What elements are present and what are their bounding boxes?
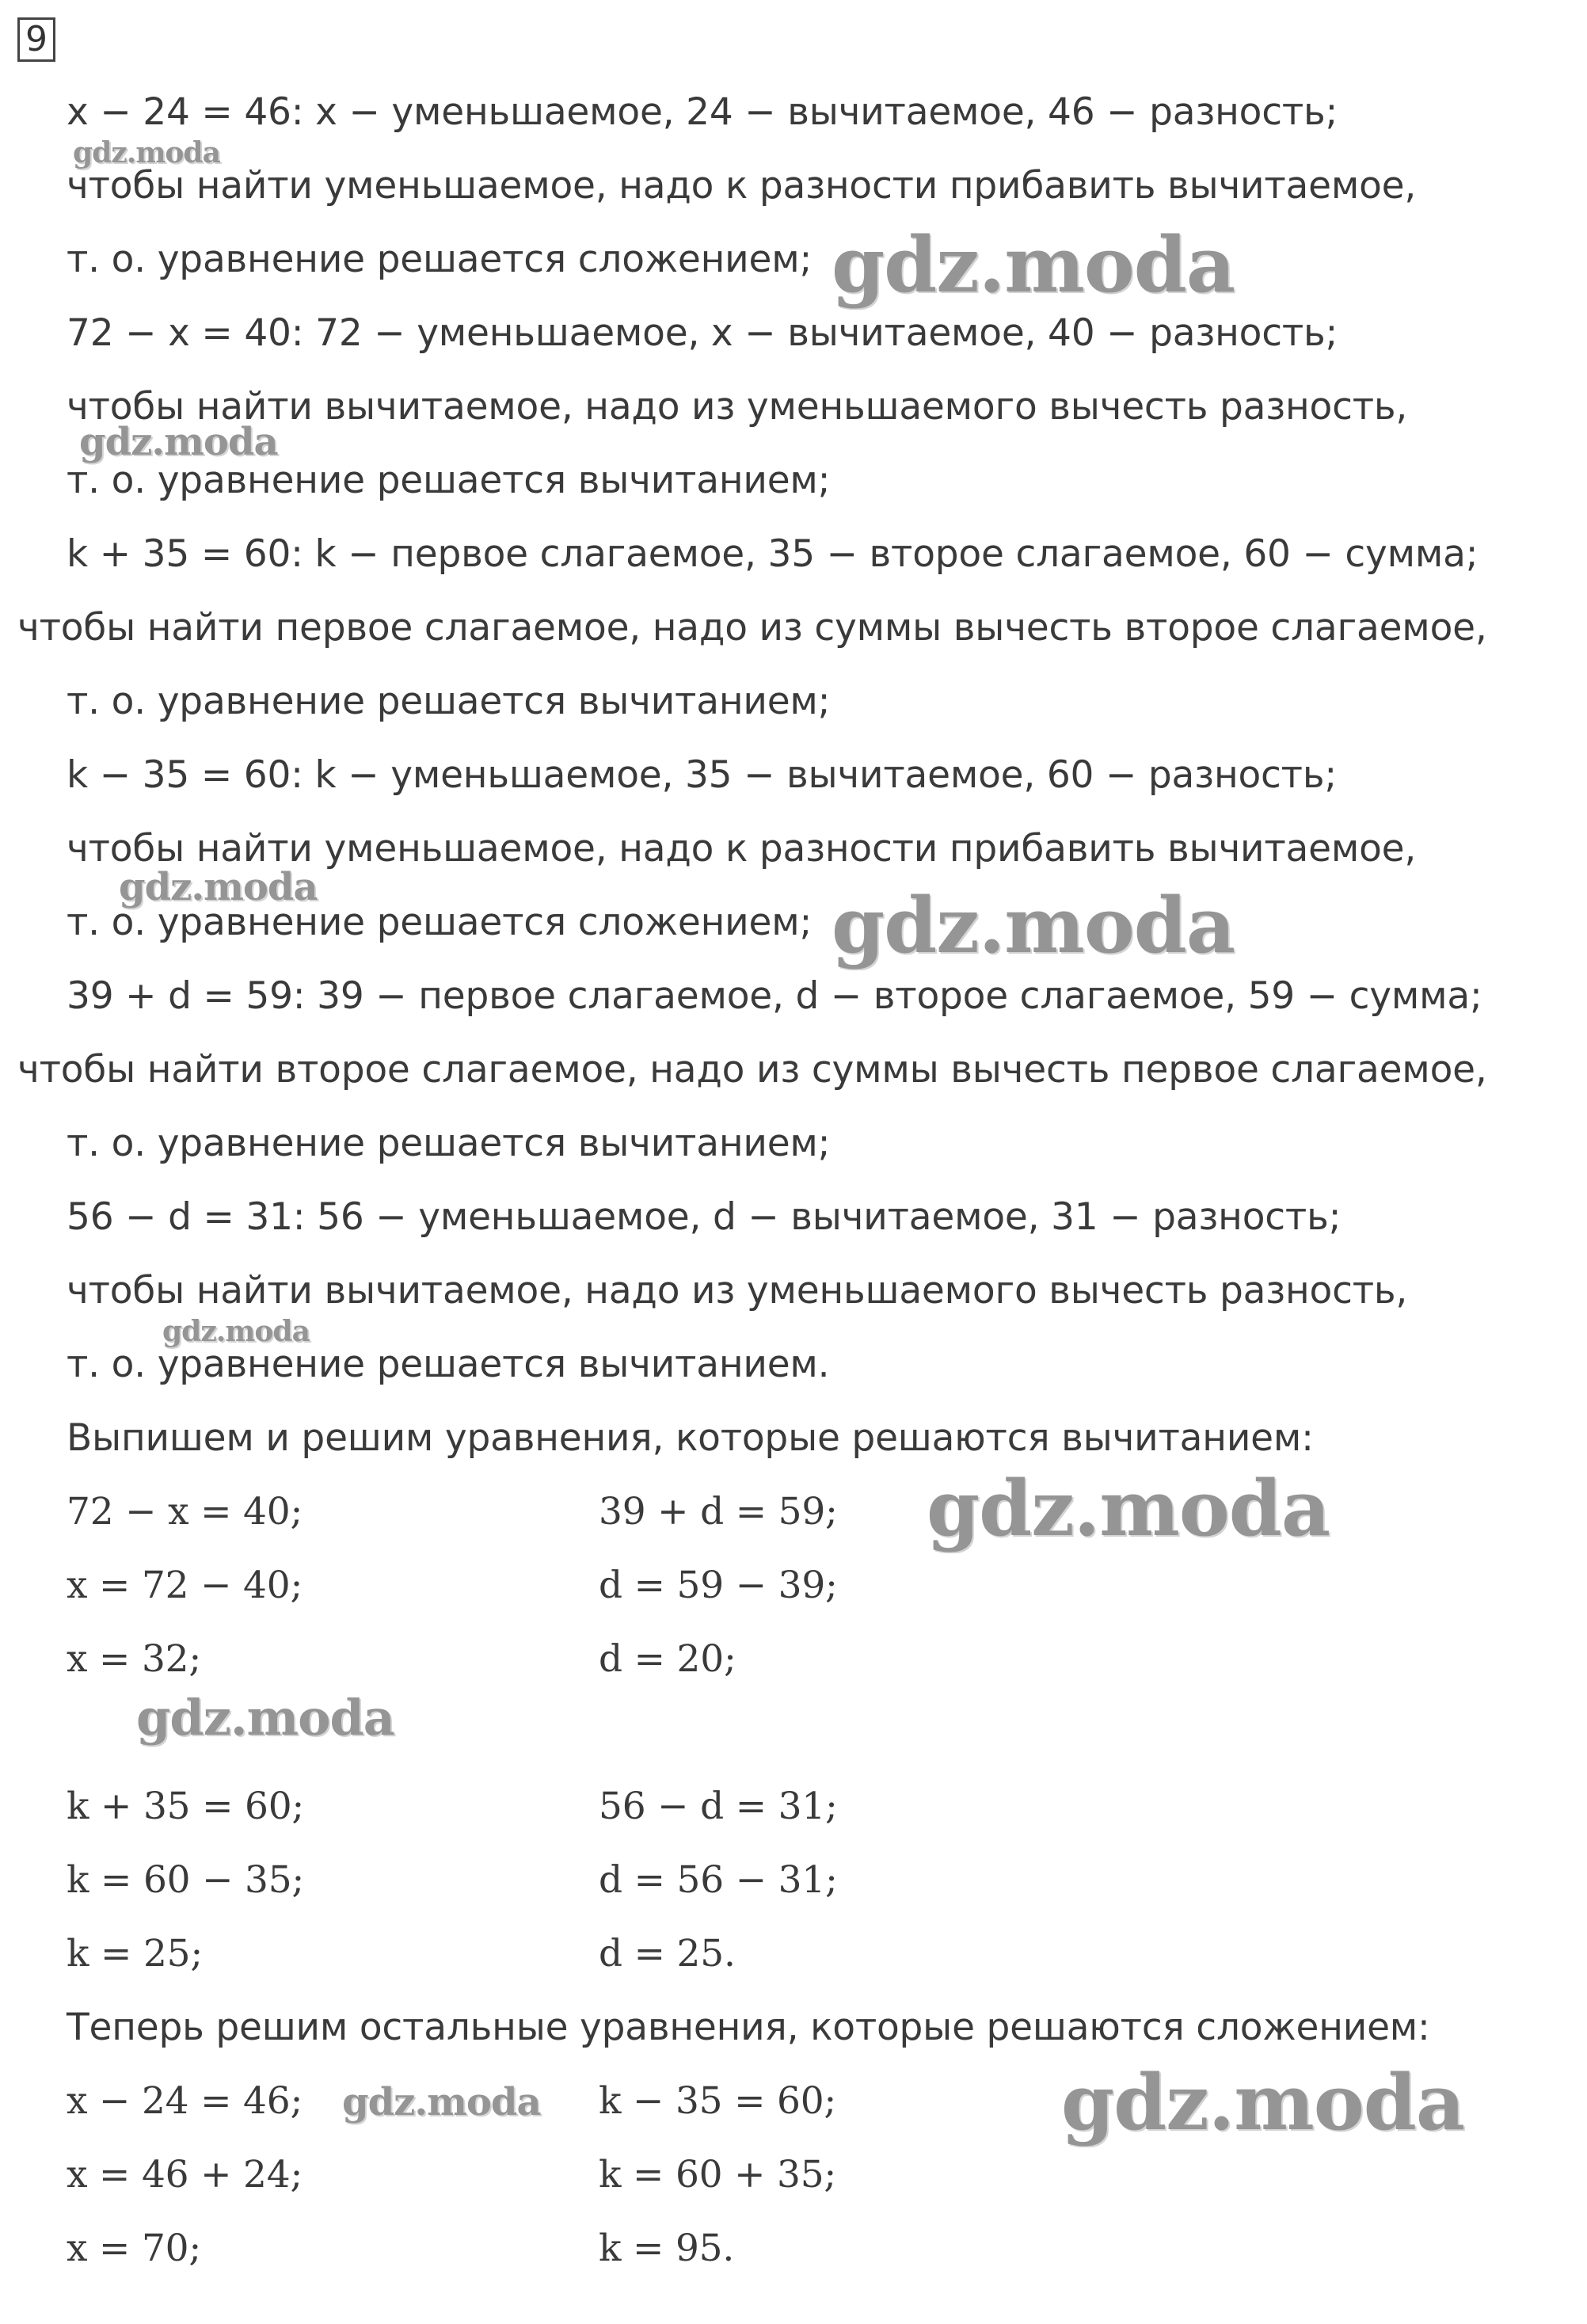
watermark-logo: gdz.moda [79,420,278,464]
watermark-logo: gdz.moda [832,220,1235,310]
equation-line: k − 35 = 60; [599,2079,837,2123]
text-line: 72 − x = 40: 72 − уменьшаемое, x − вычитаемое, 40 − разность; [67,311,1338,355]
text-line: т. о. уравнение решается вычитанием; [67,680,831,723]
text-line: 56 − d = 31: 56 − уменьшаемое, d − вычитаемое, 31 − разность; [67,1195,1342,1239]
watermark-logo: gdz.moda [342,2080,541,2124]
equation-line: x = 46 + 24; [67,2153,303,2196]
equation-line: d = 59 − 39; [599,1564,838,1607]
text-line: k + 35 = 60: k − первое слагаемое, 35 − второе слагаемое, 60 − сумма; [67,532,1479,576]
text-line: чтобы найти первое слагаемое, надо из суммы вычесть второе слагаемое, [17,606,1487,650]
text-line: т. о. уравнение решается вычитанием; [67,1122,831,1165]
text-line: чтобы найти уменьшаемое, надо к разности прибавить вычитаемое, [67,827,1417,871]
text-line: т. о. уравнение решается сложением; [67,901,813,944]
text-line: т. о. уравнение решается вычитанием; [67,459,831,502]
watermark-logo: gdz.moda [73,136,220,170]
watermark-logo: gdz.moda [1061,2058,1465,2147]
text-line: Выпишем и решим уравнения, которые решаются вычитанием: [67,1416,1314,1460]
text-line: чтобы найти второе слагаемое, надо из суммы вычесть первое слагаемое, [17,1048,1487,1092]
equation-line: x = 70; [67,2227,202,2270]
equation-line: k = 60 + 35; [599,2153,837,2196]
watermark-logo: gdz.moda [119,865,318,909]
text-line: т. о. уравнение решается вычитанием. [67,1343,830,1386]
text-line: k − 35 = 60: k − уменьшаемое, 35 − вычитаемое, 60 − разность; [67,753,1337,797]
text-line: 39 + d = 59: 39 − первое слагаемое, d − второе слагаемое, 59 − сумма; [67,974,1482,1018]
text-line: x − 24 = 46: x − уменьшаемое, 24 − вычитаемое, 46 − разность; [67,90,1338,134]
watermark-logo: gdz.moda [162,1315,310,1348]
equation-line: k + 35 = 60; [67,1785,305,1828]
equation-line: 72 − x = 40; [67,1490,303,1533]
text-line: чтобы найти вычитаемое, надо из уменьшаемого вычесть разность, [67,385,1408,429]
equation-line: x = 32; [67,1637,202,1681]
equation-line: k = 95. [599,2227,735,2270]
equation-line: k = 60 − 35; [67,1858,305,1902]
equation-line: x − 24 = 46; [67,2079,303,2123]
equation-line: d = 25. [599,1932,736,1975]
equation-line: 39 + d = 59; [599,1490,838,1533]
equation-line: d = 56 − 31; [599,1858,838,1902]
watermark-logo: gdz.moda [927,1464,1330,1553]
equation-line: d = 20; [599,1637,736,1681]
watermark-logo: gdz.moda [832,881,1235,970]
task-number-box: 9 [17,17,55,62]
text-line: т. о. уравнение решается сложением; [67,238,813,281]
text-line: чтобы найти вычитаемое, надо из уменьшаемого вычесть разность, [67,1269,1408,1312]
section-heading: Теперь решим остальные уравнения, которые решаются сложением: [67,2006,1430,2049]
watermark-logo: gdz.moda [136,1689,394,1747]
text-line: чтобы найти уменьшаемое, надо к разности прибавить вычитаемое, [67,164,1417,208]
equation-line: 56 − d = 31; [599,1785,838,1828]
equation-line: k = 25; [67,1932,203,1975]
equation-line: x = 72 − 40; [67,1564,303,1607]
